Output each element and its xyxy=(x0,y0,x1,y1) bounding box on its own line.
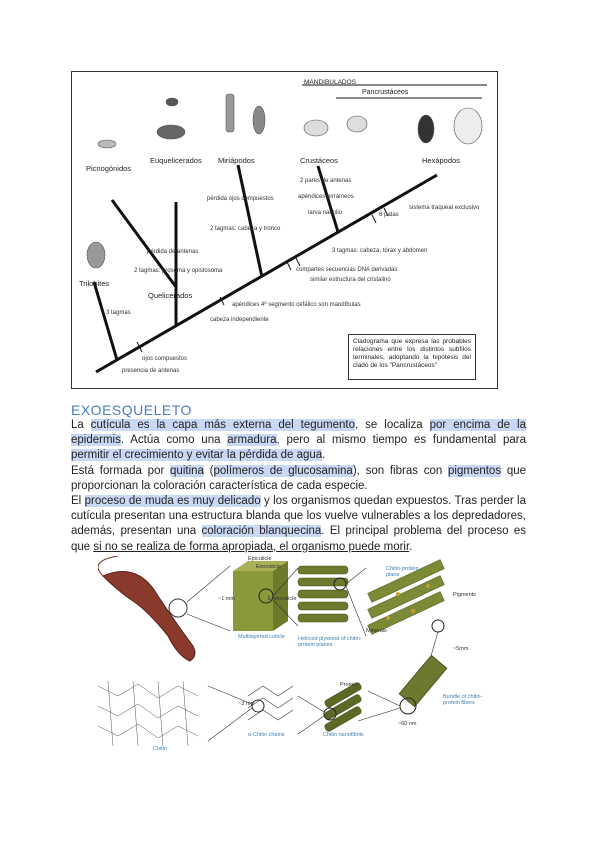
trait-pares-antenas: 2 pares de antenas xyxy=(300,178,352,184)
trait-seis-patas: 6 patas xyxy=(379,212,399,218)
taxon-picnogonidos: Picnogónidos xyxy=(86,164,132,173)
text: , se localiza xyxy=(355,419,430,431)
text: . xyxy=(409,540,413,553)
highlight: polímeros de glucosamina xyxy=(213,464,353,477)
label-multilayered: Multilayered cuticle xyxy=(238,634,285,640)
taxon-quelicerados: Quelicerados xyxy=(148,291,193,300)
text: , pero al mismo tiempo es fundamental para xyxy=(276,434,526,447)
label-protein: Protein xyxy=(340,682,358,688)
trait-perdida-ojos: pérdida ojos compuestos xyxy=(207,196,274,202)
trait-tres-tagmas-trilobites: 3 tagmas xyxy=(106,310,131,316)
label-scale-60nm: ~60 nm xyxy=(398,721,417,727)
label-chitin-protein-plane: Chitin-protein plane xyxy=(386,566,419,578)
taxon-crustaceos: Crustáceos xyxy=(300,156,338,165)
label-minerals: Minerals xyxy=(366,628,387,634)
cuticle-illustration xyxy=(98,556,498,756)
trait-dos-tagmas-prosoma: 2 tagmas: prosoma y opistosoma xyxy=(134,268,223,274)
text: ), son fibras con xyxy=(352,464,449,477)
label-nanofibrils: Chitin nanofibrils xyxy=(323,732,364,738)
text: . Actúa como una xyxy=(120,434,228,447)
label-endocuticle: Endocuticle xyxy=(268,596,297,602)
underlined-text: si no se realiza de forma apropiada, el organismo puede morir xyxy=(93,540,410,553)
cladogram-note: Cladograma que expresa las probables relaciones entre los distintos subfilos terminales, adoptando la hipótesis del clado de los "Pancrustáceos" xyxy=(348,334,476,380)
label-alpha-chitin: α-Chitin chains xyxy=(248,732,285,738)
taxon-hexapodos: Hexápodos xyxy=(422,156,460,165)
text: La xyxy=(71,419,91,431)
label-bundle: Bundle of chitin-protein fibers xyxy=(443,694,483,706)
highlight: por encima de la epidermis xyxy=(71,419,526,447)
text: . El principal problema del proceso es que xyxy=(71,525,526,553)
highlight: cutícula es la capa más externa del tegumento xyxy=(90,419,356,431)
highlight: coloración blanquecina xyxy=(201,525,322,538)
label-scale-3nm: ~3 nm xyxy=(238,701,254,707)
paragraph-2 xyxy=(71,464,526,494)
cladogram-figure xyxy=(71,71,498,389)
trait-presencia-antenas: presencia de antenas xyxy=(122,368,180,374)
text: . xyxy=(322,449,326,462)
label-scale-5mm: ~5mm xyxy=(453,646,469,652)
trait-larva-nauplio: larva nauplio xyxy=(308,210,343,216)
label-exocuticle: Exocuticle xyxy=(256,564,282,570)
trait-compartir-secuencias: compartes secuencias DNA derivadas xyxy=(296,267,398,273)
label-plywood: Helicoid plywood of chitin-protein planes xyxy=(298,636,362,648)
trait-perdida-antenas: pérdida de antenas xyxy=(147,249,199,255)
label-pigments: Pigments xyxy=(453,592,476,598)
highlight: proceso de muda es muy delicado xyxy=(84,495,261,508)
highlight: quitina xyxy=(170,464,204,477)
text: Está formada por xyxy=(71,464,171,477)
text: que proporcionan la coloración característica de cada especie. xyxy=(71,464,527,492)
highlight: armadura xyxy=(227,434,277,447)
taxon-miriapodos: Miriápodos xyxy=(218,156,255,165)
highlight: pigmentos xyxy=(448,464,502,477)
trait-apendices-birrameos: apéndices birrámeos xyxy=(298,194,354,200)
text: ( xyxy=(203,464,214,477)
trait-ojos-compuestos: ojos compuestos xyxy=(142,356,188,362)
label-epicuticle: Epicuticle xyxy=(248,556,272,562)
section-title: EXOESQUELETO xyxy=(71,402,192,418)
label-chitin: Chitin xyxy=(153,746,168,752)
trait-cabeza-independiente: cabeza independiente xyxy=(210,317,269,323)
text: y los organismos quedan expuestos. Tras perder la cutícula presentan una estructura blanda que los vuelve vulnerables a los depredadores, además, presentan una xyxy=(71,495,526,538)
taxon-euquelicerados: Euquelicerados xyxy=(150,156,202,165)
trait-dos-tagmas-cabeza: 2 tagmas: cabeza y tronco xyxy=(210,226,281,232)
trait-similar-cristalino: similar estructura del cristalino xyxy=(310,277,391,283)
section-body xyxy=(71,418,526,555)
group-pancrustaceos: Pancrustáceos xyxy=(362,89,409,96)
label-scale-1mm: ~1 mm xyxy=(218,596,235,602)
taxon-trilobites: Trilobites xyxy=(79,279,110,288)
paragraph-3 xyxy=(71,494,526,555)
cuticle-figure xyxy=(98,556,498,756)
trait-sistema-traqueal: sistema traqueal exclusivo xyxy=(409,205,480,211)
paragraph-1 xyxy=(71,418,526,464)
trait-tres-tagmas: 3 tagmas: cabeza, tórax y abdomen xyxy=(332,248,428,254)
group-mandibulados: MANDIBULADOS xyxy=(304,79,357,86)
trait-apendices-4: apéndices 4º segmento cefálico son mandíbulas xyxy=(232,302,361,308)
text: El xyxy=(71,495,85,508)
highlight: permitir el crecimiento y evitar la pérdida de agua xyxy=(71,449,323,462)
